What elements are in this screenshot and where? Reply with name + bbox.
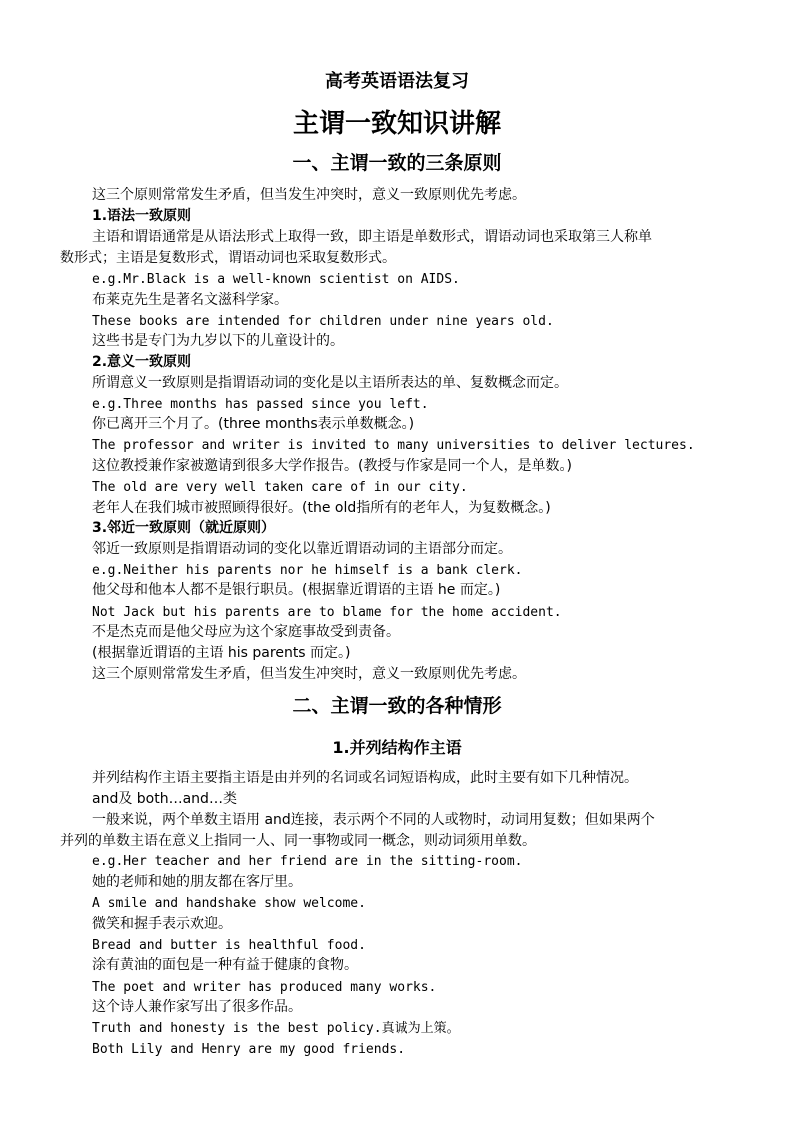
rule1-desc-line1: 主语和谓语通常是从语法形式上取得一致，即主语是单数形式，谓语动词也采取第三人称单 xyxy=(92,229,652,245)
rule2-example2-zh: 这位教授兼作家被邀请到很多大学作报告。(教授与作家是同一个人，是单数。) xyxy=(92,458,572,474)
subsection1-intro: 并列结构作主语主要指主语是由并列的名词或名词短语构成，此时主要有如下几种情况。 xyxy=(92,770,638,786)
rule2-example2-en: The professor and writer is invited to many universities to deliver lectures. xyxy=(92,438,695,453)
subsection1-example2-en: A smile and handshake show welcome. xyxy=(92,896,366,911)
rule1-desc-line2: 数形式；主语是复数形式，谓语动词也采取复数形式。 xyxy=(60,250,396,266)
subsection1-desc-line2: 并列的单数主语在意义上指同一人、同一事物或同一概念，则动词须用单数。 xyxy=(60,833,536,849)
subsection1-example5: Truth and honesty is the best policy.真诚为上策。 xyxy=(92,1021,460,1036)
document-title: 高考英语语法复习 xyxy=(325,71,469,92)
rule3-heading: 3.邻近一致原则（就近原则） xyxy=(92,520,276,536)
rule3-example1-zh: 他父母和他本人都不是银行职员。(根据靠近谓语的主语 he 而定。) xyxy=(92,582,501,598)
rule1-example1-en: e.g.Mr.Black is a well-known scientist on AIDS. xyxy=(92,272,460,287)
section1-outro: 这三个原则常常发生矛盾，但当发生冲突时，意义一致原则优先考虑。 xyxy=(92,666,526,682)
rule2-heading: 2.意义一致原则 xyxy=(92,354,192,370)
subsection1-example3-zh: 涂有黄油的面包是一种有益于健康的食物。 xyxy=(92,957,358,973)
subsection1-desc-line1: 一般来说，两个单数主语用 and连接，表示两个不同的人或物时，动词用复数；但如果两个 xyxy=(92,812,655,828)
section1-heading: 一、主谓一致的三条原则 xyxy=(292,152,502,174)
rule2-desc: 所谓意义一致原则是指谓语动词的变化是以主语所表达的单、复数概念而定。 xyxy=(92,375,568,391)
section2-heading: 二、主谓一致的各种情形 xyxy=(292,695,502,717)
subsection1-case: and及 both…and…类 xyxy=(92,791,237,807)
section1-intro: 这三个原则常常发生矛盾，但当发生冲突时，意义一致原则优先考虑。 xyxy=(92,187,526,203)
subsection1-heading: 1.并列结构作主语 xyxy=(332,738,462,757)
subsection1-example4-en: The poet and writer has produced many works. xyxy=(92,980,437,995)
main-title: 主谓一致知识讲解 xyxy=(292,109,501,139)
rule3-example2-zh: 不是杰克而是他父母应为这个家庭事故受到责备。 xyxy=(92,624,400,640)
subsection1-example2-zh: 微笑和握手表示欢迎。 xyxy=(92,916,232,932)
subsection1-example1-en: e.g.Her teacher and her friend are in the sitting-room. xyxy=(92,854,523,869)
rule1-example2-zh: 这些书是专门为九岁以下的儿童设计的。 xyxy=(92,333,344,349)
subsection1-example6-en: Both Lily and Henry are my good friends. xyxy=(92,1042,406,1057)
rule1-example1-zh: 布莱克先生是著名文滋科学家。 xyxy=(92,292,288,308)
rule2-example1-zh: 你已离开三个月了。(three months表示单数概念。) xyxy=(92,416,415,432)
subsection1-example3-en: Bread and butter is healthful food. xyxy=(92,938,366,953)
rule2-example3-en: The old are very well taken care of in our city. xyxy=(92,480,468,495)
rule3-desc: 邻近一致原则是指谓语动词的变化以靠近谓语动词的主语部分而定。 xyxy=(92,541,512,557)
subsection1-example1-zh: 她的老师和她的朋友都在客厅里。 xyxy=(92,874,302,890)
rule3-example2-note: (根据靠近谓语的主语 his parents 而定。) xyxy=(92,645,351,661)
rule2-example3-zh: 老年人在我们城市被照顾得很好。(the old指所有的老年人，为复数概念。) xyxy=(92,500,551,516)
rule1-heading: 1.语法一致原则 xyxy=(92,208,192,224)
rule3-example2-en: Not Jack but his parents are to blame for the home accident. xyxy=(92,605,562,620)
rule1-example2-en: These books are intended for children under nine years old. xyxy=(92,314,554,329)
subsection1-example4-zh: 这个诗人兼作家写出了很多作品。 xyxy=(92,999,302,1015)
rule3-example1-en: e.g.Neither his parents nor he himself is a bank clerk. xyxy=(92,563,523,578)
rule2-example1-en: e.g.Three months has passed since you left. xyxy=(92,397,429,412)
